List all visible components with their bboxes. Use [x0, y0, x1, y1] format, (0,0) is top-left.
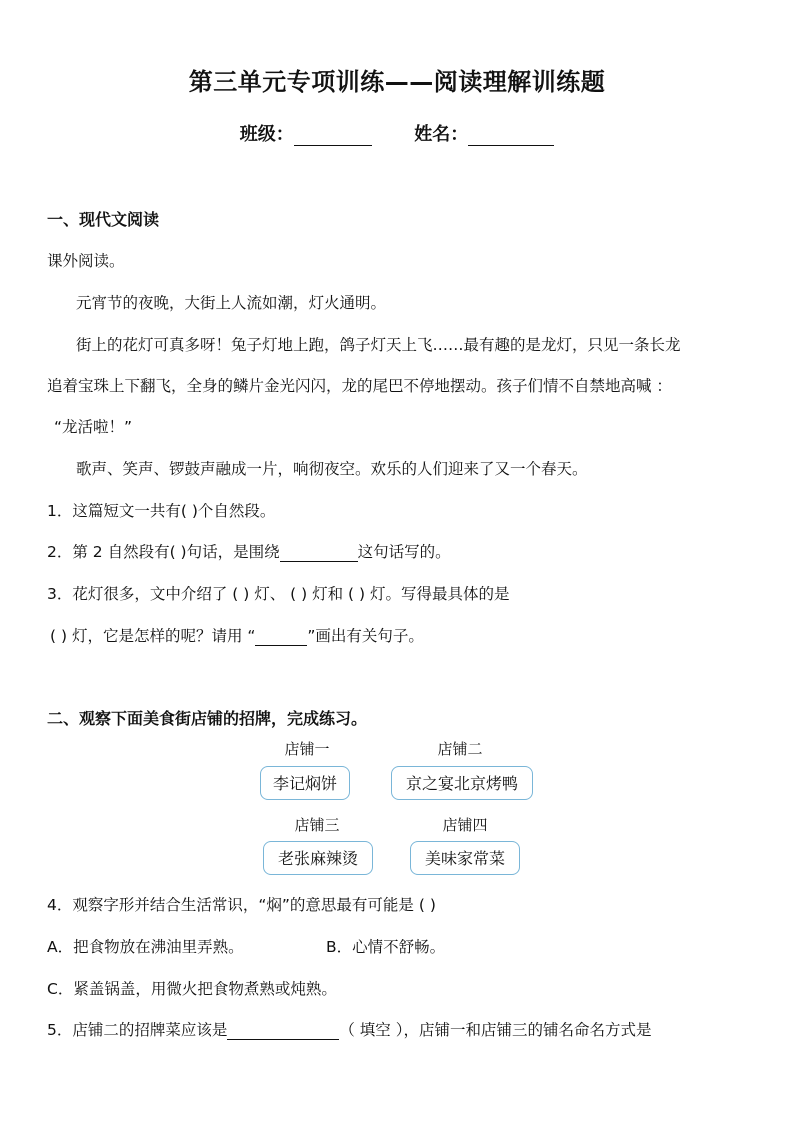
question-3-blank[interactable] — [255, 627, 307, 646]
class-name-line — [0, 120, 794, 146]
question-3-text-b: ”画出有关句子。 — [307, 627, 424, 645]
question-2-text-b: 这句话写的。 — [357, 543, 451, 561]
section2-heading: 二、观察下面美食街店铺的招牌，完成练习。 — [47, 709, 368, 728]
page-title: 第三单元专项训练——阅读理解训练题 — [188, 68, 606, 96]
passage-para1: 元宵节的夜晚，大街上人流如潮，灯火通明。 — [76, 294, 387, 312]
store-label-2: 店铺二 — [437, 740, 483, 758]
store-label-1: 店铺一 — [284, 740, 330, 758]
question-3-text-a: ( ) 灯，它是怎样的呢？请用 “ — [50, 627, 256, 645]
store-label-3: 店铺三 — [294, 816, 340, 834]
passage-para3: 歌声、笑声、锣鼓声融成一片，响彻夜空。欢乐的人们迎来了又一个春天。 — [76, 460, 588, 478]
question-4: 4．观察字形并结合生活常识，“焖”的意思最有可能是 ( ) — [47, 896, 436, 914]
name-blank[interactable] — [468, 127, 554, 146]
section1-intro: 课外阅读。 — [47, 252, 125, 270]
question-2 — [47, 540, 451, 562]
store-label-4: 店铺四 — [442, 816, 488, 834]
store-sign-3: 老张麻辣烫 — [263, 841, 373, 875]
store-sign-2: 京之宴北京烤鸭 — [391, 766, 533, 800]
question-5-text-b: （ 填空 ），店铺一和店铺三的铺名命名方式是 — [339, 1021, 652, 1039]
question-3-line2 — [50, 624, 424, 646]
question-5-blank[interactable] — [227, 1021, 339, 1040]
section1-heading: 一、现代文阅读 — [47, 210, 160, 229]
question-4-option-c: C．紧盖锅盖，用微火把食物煮熟或炖熟。 — [47, 980, 337, 998]
store-sign-1: 李记焖饼 — [260, 766, 350, 800]
class-label: 班级： — [239, 124, 294, 145]
passage-para2-line3: “龙活啦！” — [54, 418, 133, 436]
passage-para2-line2: 追着宝珠上下翻飞，全身的鳞片金光闪闪，龙的尾巴不停地摆动。孩子们情不自禁地高喊 ： — [47, 377, 672, 395]
question-4-option-a: A．把食物放在沸油里弄熟。 — [47, 938, 244, 956]
question-5-text-a: 5．店铺二的招牌菜应该是 — [47, 1021, 228, 1039]
question-5 — [47, 1018, 651, 1040]
passage-para2-line1: 街上的花灯可真多呀！兔子灯地上跑，鸽子灯天上飞……最有趣的是龙灯，只见一条长龙 — [76, 336, 681, 354]
store-sign-4: 美味家常菜 — [410, 841, 520, 875]
question-2-blank[interactable] — [280, 543, 358, 562]
question-4-option-b: B．心情不舒畅。 — [326, 938, 446, 956]
question-3-line1: 3．花灯很多，文中介绍了 ( ) 灯、 ( ) 灯和 ( ) 灯。写得最具体的是 — [47, 585, 510, 603]
question-1: 1．这篇短文一共有( )个自然段。 — [47, 502, 276, 520]
name-label: 姓名： — [414, 124, 469, 145]
class-blank[interactable] — [294, 127, 372, 146]
question-2-text-a: 2．第 2 自然段有( )句话，是围绕 — [47, 543, 280, 561]
